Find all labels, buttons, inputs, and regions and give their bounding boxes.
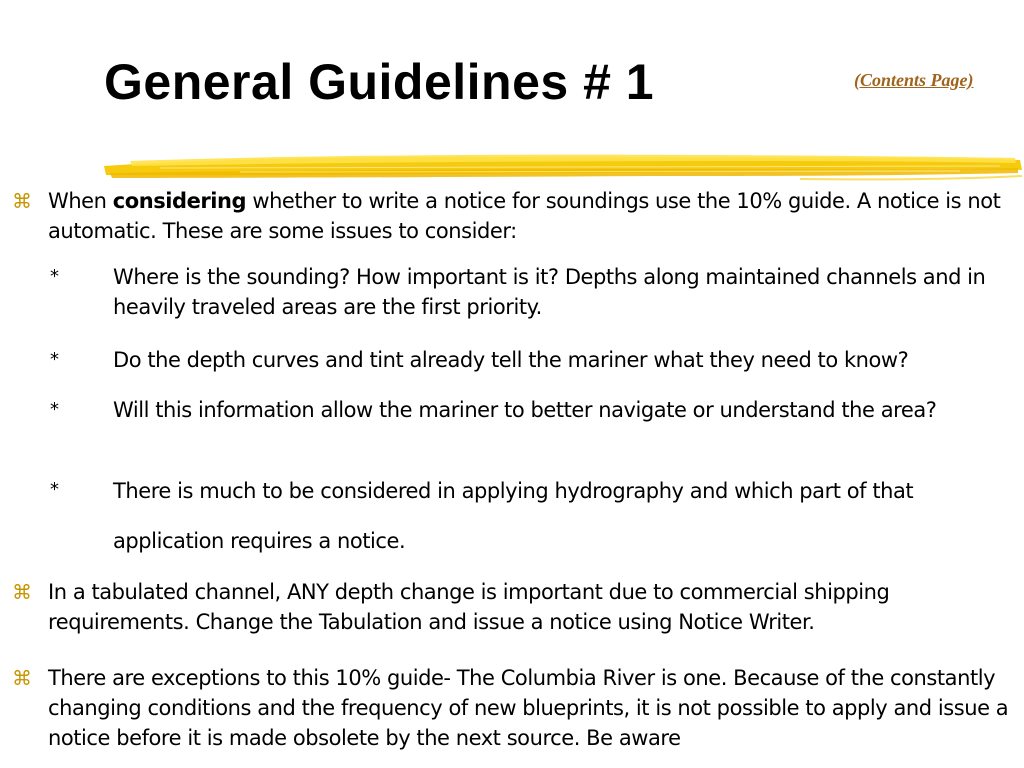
sub-bullet-text: There is much to be considered in applying hydrography and which part of that application requires a notice. [113,479,914,553]
bullet-item [12,186,1018,246]
sub-bullet-text: Will this information allow the mariner to better navigate or understand the area? [113,398,937,422]
command-key-icon: ⌘ [12,580,32,604]
sub-bullet-item [50,392,1018,429]
asterisk-marker: * [50,479,59,500]
contents-page-link[interactable]: (Contents Page) [854,70,974,90]
command-key-icon: ⌘ [12,189,32,213]
asterisk-marker: * [50,399,59,420]
sub-bullet-text: Where is the sounding? How important is it? Depths along maintained channels and in heavily traveled areas are the first priority. [113,265,986,319]
sub-bullet-item [50,345,1018,375]
highlighter-stroke-decoration [100,146,1024,188]
emphasis-text: considering [112,189,247,213]
asterisk-marker: * [50,349,59,370]
bullet-text: In a tabulated channel, ANY depth change is important due to commercial shipping requirements. Change the Tabulation and issue a notice using Notice Writer. [48,580,890,634]
sub-bullet-item [50,466,1018,566]
bullet-text: When considering whether to write a notice for soundings use the 10% guide. A notice is not automatic. These are some issues to consider: [48,189,1001,243]
sub-bullet-item [50,262,1018,322]
bullet-text: There are exceptions to this 10% guide- The Columbia River is one. Because of the constantly changing conditions and the frequency of new blueprints, it is not possible to apply and issue a notice before it is made obsolete by the next source. Be aware [48,666,1009,750]
page-title: General Guidelines # 1 [104,54,655,110]
bullet-item [12,577,1018,637]
bullet-item [12,663,1018,753]
asterisk-marker: * [50,266,59,287]
command-key-icon: ⌘ [12,666,32,690]
sub-bullet-text: Do the depth curves and tint already tell the mariner what they need to know? [113,348,909,372]
